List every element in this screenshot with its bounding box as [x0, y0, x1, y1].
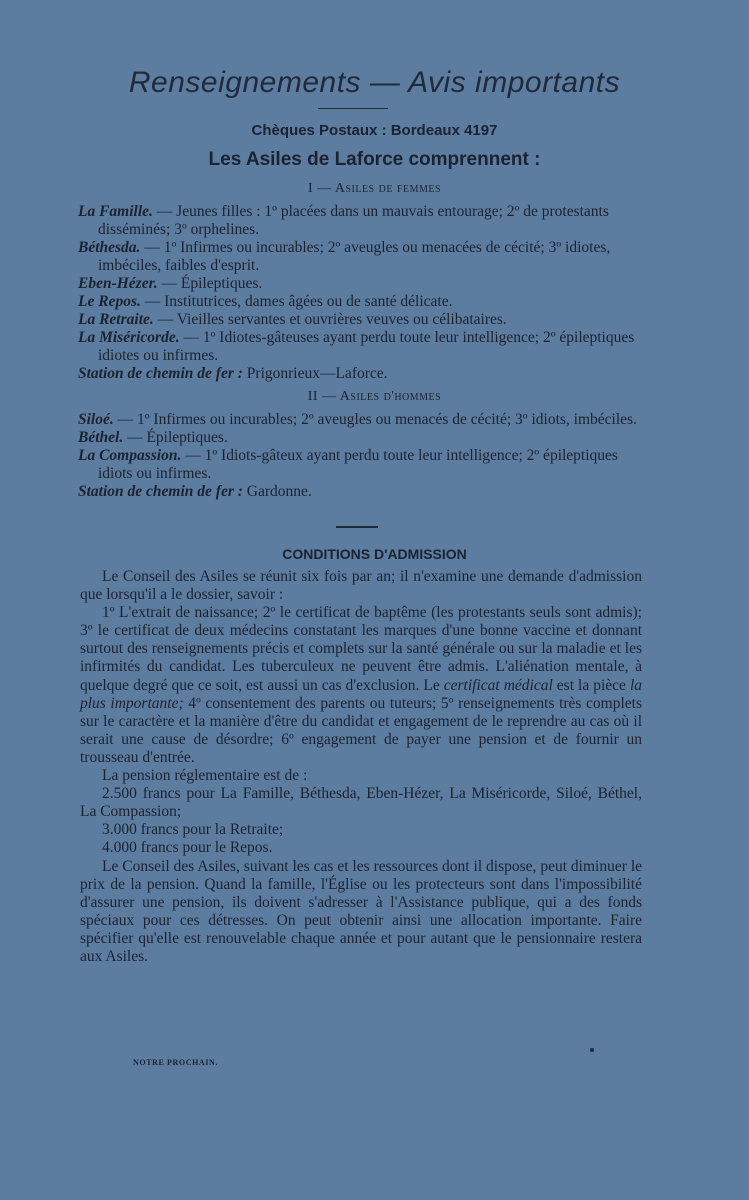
entry-name: La Famille.	[78, 203, 153, 220]
pension-3000: 3.000 francs pour la Retraite;	[102, 821, 284, 839]
entry-text: — 1º Idiots-gâteux ayant perdu toute leur intelligence; 2º épileptiques idiots ou infirmes.	[98, 447, 618, 482]
conditions-paragraph-1: Le Conseil des Asiles se réunit six fois par an; il n'examine une demande d'admission que lorsqu'il a le dossier, savoir :	[80, 568, 642, 604]
cheques-postaux: Chèques Postaux : Bordeaux 4197	[251, 122, 498, 139]
ink-dot	[590, 1048, 594, 1052]
entry-text: Prigonrieux—Laforce.	[242, 365, 388, 382]
entry-bethel	[78, 429, 638, 447]
entry-text: — 1º Infirmes ou incurables; 2º aveugles ou menacés de cécité; 3º idiots, imbéciles.	[113, 411, 637, 428]
conditions-body	[80, 568, 642, 966]
entry-text: — Institutrices, dames âgées ou de santé délicate.	[140, 293, 453, 310]
entry-eben-hezer	[78, 275, 638, 293]
footer-imprint: NOTRE PROCHAIN.	[133, 1058, 219, 1067]
hommes-heading: II — Asiles d'hommes	[307, 389, 442, 404]
emphasis-importante: la plus importante;	[80, 676, 642, 712]
entry-name: Station de chemin de fer :	[78, 365, 243, 382]
entry-text: — Jeunes filles : 1º placées dans un mauvais entourage; 2º de protestants disséminés; 3º orphelines.	[98, 203, 609, 238]
entry-name: Eben-Hézer.	[78, 275, 158, 292]
entry-text: — Épileptiques.	[157, 275, 263, 292]
entry-text: Gardonne.	[242, 483, 312, 500]
section-divider	[336, 526, 378, 528]
entry-text: — Vieilles servantes et ouvrières veuves ou célibataires.	[153, 311, 507, 328]
entry-name: Siloé.	[78, 411, 114, 428]
conditions-text: 1º L'extrait de naissance; 2º le certificat de baptême (les protestants seuls sont admis); 3º le certificat de deux médecins constatant les marques d'une bonne vaccine et donnant surtout des renseignements précis et complets sur la santé générale ou sur la maladie et les infirmités du candidat. Les tuberculeux ne peuvent être admis. L'aliénation mentale, à quelque degré que ce soit, est aussi un cas d'exclusion. Le	[80, 604, 642, 694]
conditions-text: est la pièce	[552, 676, 630, 694]
conditions-text: 4º consentement des parents ou tuteurs; 5º renseignements très complets sur le caractère et la manière d'être du candidat et engagement de le reprendre au cas où il serait une cause de désordre; 6º engagement de payer une pension et de fournir un trousseau d'entrée.	[80, 694, 643, 766]
entry-text: — 1º Idiotes-gâteuses ayant perdu toute leur intelligence; 2º épileptiques idiotes ou infirmes.	[98, 329, 635, 364]
conditions-paragraph-final: Le Conseil des Asiles, suivant les cas et les ressources dont il dispose, peut diminuer le prix de la pension. Quand la famille, l'Église ou les protecteurs sont dans l'impossibilité d'assurer une pension, ils doivent s'adresser à l'Assistance publique, qui a des fonds spéciaux pour ces détresses. On peut obtenir ainsi une allocation importante. Faire spécifier qu'elle est renouvelable chaque année et pour autant que le pensionnaire restera aux Asiles.	[80, 857, 642, 965]
entry-name: La Compassion.	[78, 447, 182, 464]
entry-station-hommes	[78, 483, 638, 501]
entry-name: La Retraite.	[78, 311, 154, 328]
femmes-heading: I — Asiles de femmes	[307, 181, 442, 196]
asiles-heading: Les Asiles de Laforce comprennent :	[208, 149, 541, 170]
entry-la-famille	[78, 203, 638, 239]
entry-name: La Miséricorde.	[78, 329, 180, 346]
entry-bethesda	[78, 239, 638, 275]
entry-le-repos	[78, 293, 638, 311]
title-rule	[318, 108, 388, 109]
entry-name: Béthesda.	[78, 239, 141, 256]
pension-intro: La pension réglementaire est de :	[102, 767, 308, 785]
entry-siloe	[78, 411, 638, 429]
conditions-heading: CONDITIONS D'ADMISSION	[282, 546, 467, 562]
entry-text: — Épileptiques.	[123, 429, 228, 446]
entry-la-compassion	[78, 447, 638, 483]
emphasis-certificat: certificat médical	[443, 676, 553, 694]
page-title: Renseignements — Avis importants	[128, 66, 621, 99]
conditions-paragraph-2	[80, 604, 642, 767]
hommes-list	[78, 411, 638, 501]
entry-la-misericorde	[78, 329, 638, 365]
pension-4000: 4.000 francs pour le Repos.	[102, 839, 273, 857]
entry-name: Béthel.	[78, 429, 124, 446]
entry-name: Le Repos.	[78, 293, 141, 310]
entry-la-retraite	[78, 311, 638, 329]
entry-station-femmes	[78, 365, 638, 383]
entry-name: Station de chemin de fer :	[78, 483, 243, 500]
femmes-list	[78, 203, 638, 383]
pension-2500: 2.500 francs pour La Famille, Béthesda, Eben-Hézer, La Miséricorde, Siloé, Béthel, La Compassion;	[80, 785, 642, 821]
entry-text: — 1º Infirmes ou incurables; 2º aveugles ou menacées de cécité; 3º idiotes, imbéciles, faibles d'esprit.	[98, 239, 611, 274]
